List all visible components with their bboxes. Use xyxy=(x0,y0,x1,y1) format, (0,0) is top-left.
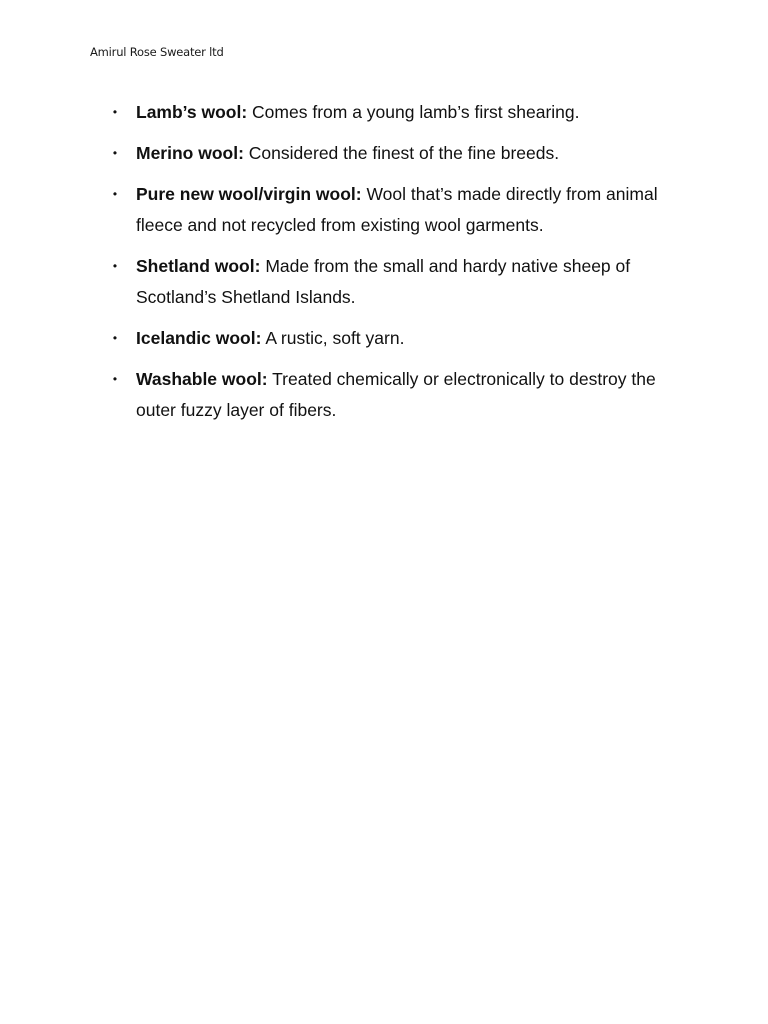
item-description: Considered the finest of the fine breeds. xyxy=(248,143,560,163)
bullet-icon: • xyxy=(112,259,118,273)
item-term: Lamb’s wool: xyxy=(136,102,248,122)
item-term: Shetland wool: xyxy=(136,256,261,276)
list-item xyxy=(110,97,680,128)
list-item xyxy=(110,251,680,313)
item-description: Comes from a young lamb’s first shearing. xyxy=(252,102,580,122)
list-item xyxy=(110,364,680,426)
list-item xyxy=(110,179,680,241)
wool-types-list xyxy=(110,97,680,436)
item-description: A rustic, soft yarn. xyxy=(265,328,405,348)
item-description: Made from the small and hardy native sheep of Scotland’s Shetland Islands. xyxy=(136,256,631,307)
item-term: Merino wool: xyxy=(136,143,244,163)
item-term: Washable wool: xyxy=(136,369,268,389)
bullet-icon: • xyxy=(112,105,118,119)
page-header: Amirul Rose Sweater ltd xyxy=(90,45,224,59)
item-description: Wool that’s made directly from animal fleece and not recycled from existing wool garments. xyxy=(136,184,658,235)
bullet-icon: • xyxy=(112,331,118,345)
item-term: Pure new wool/virgin wool: xyxy=(136,184,362,204)
bullet-icon: • xyxy=(112,372,118,386)
item-term: Icelandic wool: xyxy=(136,328,262,348)
bullet-icon: • xyxy=(112,187,118,201)
item-description: Treated chemically or electronically to destroy the outer fuzzy layer of fibers. xyxy=(136,369,656,420)
list-item xyxy=(110,323,680,354)
bullet-icon: • xyxy=(112,146,118,160)
list-item xyxy=(110,138,680,169)
